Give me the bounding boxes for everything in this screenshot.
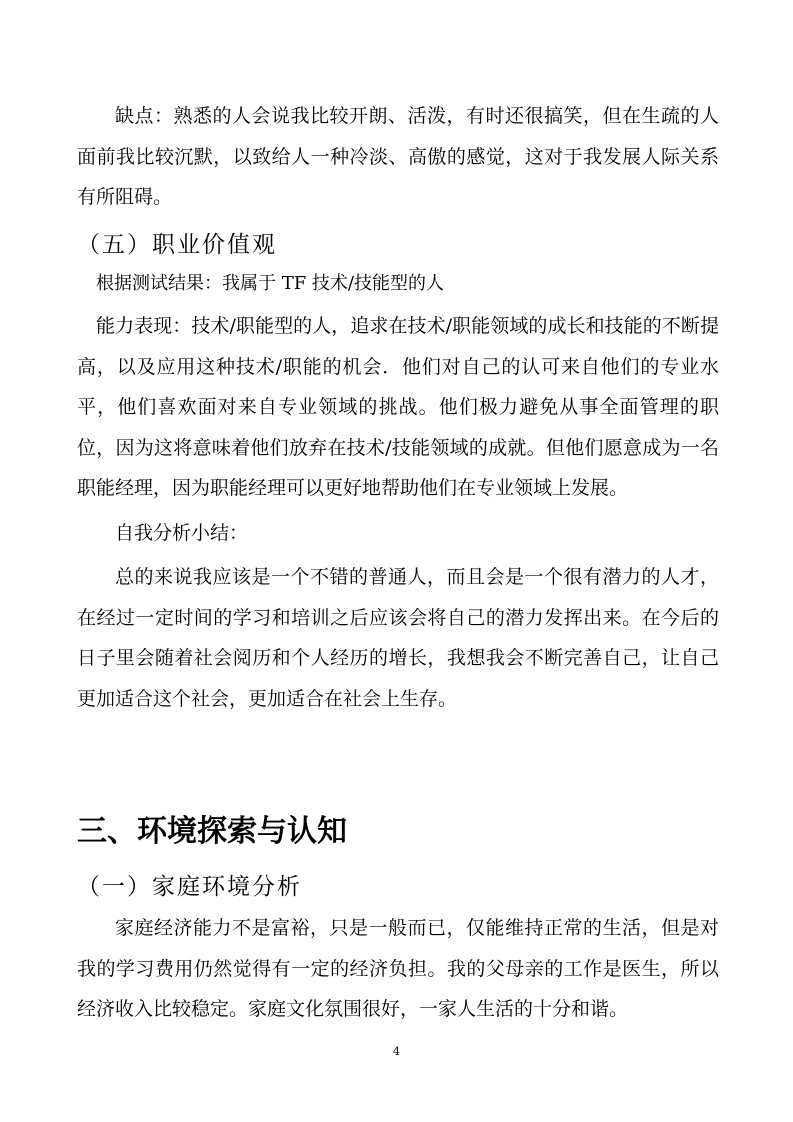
weakness-paragraph: 缺点：熟悉的人会说我比较开朗、活泼，有时还很搞笑，但在生疏的人面前我比较沉默，以致给人一种冷淡、高傲的感觉，这对于我发展人际关系有所阻碍。 bbox=[77, 105, 719, 208]
test-result-line: 根据测试结果：我属于 TF 技术/技能型的人 bbox=[96, 273, 445, 294]
family-paragraph: 家庭经济能力不是富裕，只是一般而已，仅能维持正常的生活，但是对我的学习费用仍然觉得有一定的经济负担。我的父母亲的工作是医生，所以经济收入比较稳定。家庭文化氛围很好，一家人生活的十分和谐。 bbox=[77, 917, 719, 1020]
chapter-3-heading: 三、环境探索与认知 bbox=[77, 814, 347, 849]
section-5-heading: （五）职业价值观 bbox=[77, 232, 277, 258]
ability-paragraph: 能力表现：技术/职能型的人，追求在技术/职能领域的成长和技能的不断提高，以及应用这种技术/职能的机会．他们对自己的认可来自他们的专业水平，他们喜欢面对来自专业领域的挑战。他们极力避免从事全面管理的职位，因为这将意味着他们放弃在技术/技能领域的成就。但他们愿意成为一名职能经理，因为职能经理可以更好地帮助他们在专业领域上发展。 bbox=[77, 315, 719, 499]
section-1-heading: （一）家庭环境分析 bbox=[77, 874, 302, 900]
summary-paragraph: 总的来说我应该是一个不错的普通人，而且会是一个很有潜力的人才，在经过一定时间的学习和培训之后应该会将自己的潜力发挥出来。在今后的日子里会随着社会阅历和个人经历的增长，我想我会不断完善自己，让自己更加适合这个社会，更加适合在社会上生存。 bbox=[77, 566, 719, 710]
page-number: 4 bbox=[393, 1045, 400, 1058]
summary-heading: 自我分析小结： bbox=[115, 522, 249, 544]
